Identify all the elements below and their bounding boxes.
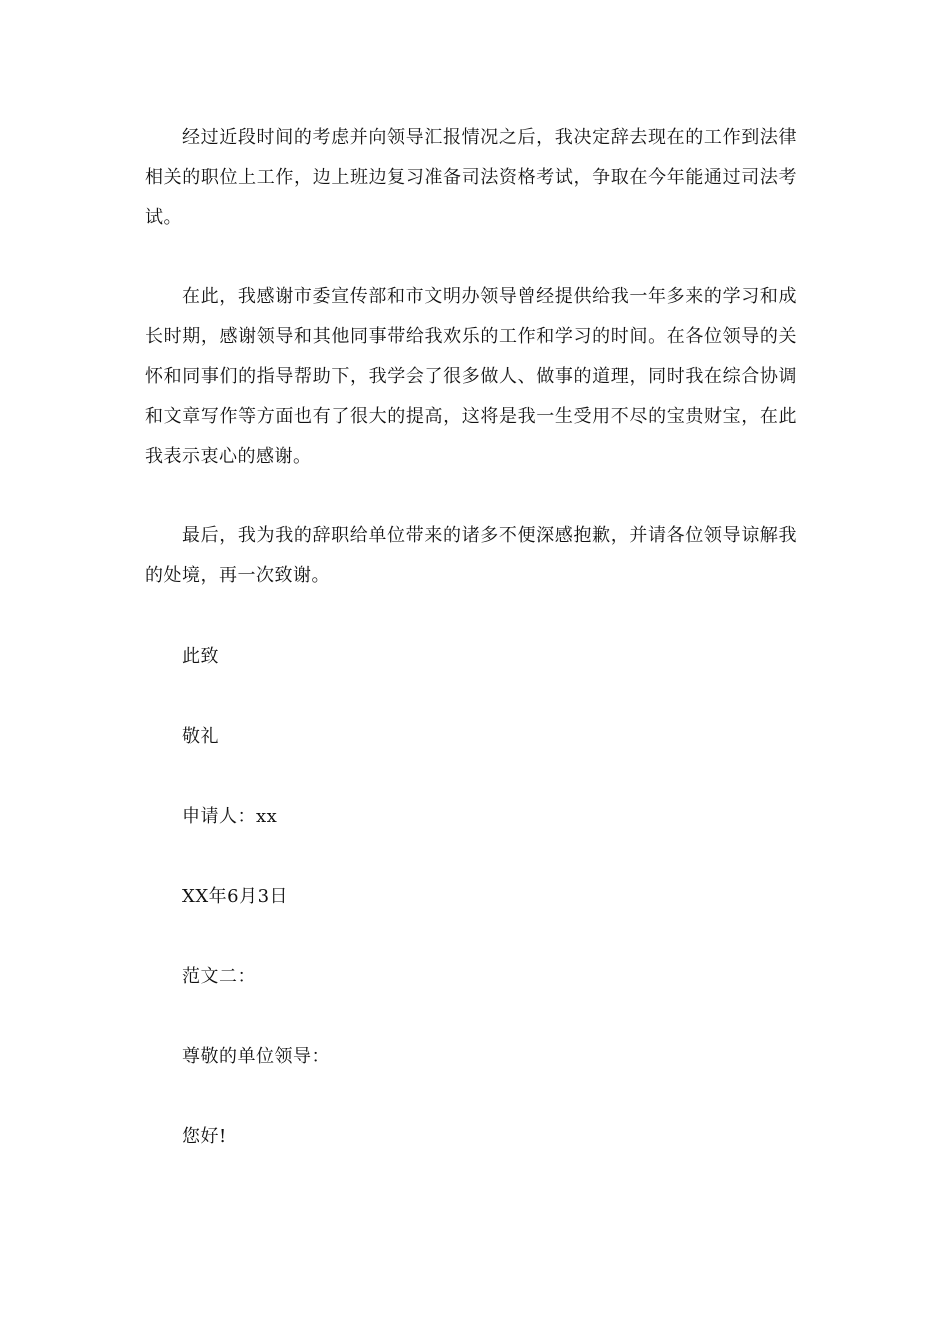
letter-body [145,118,797,1197]
paragraph-thanks: 在此，我感谢市委宣传部和市文明办领导曾经提供给我一年多来的学习和成长时期，感谢领导和其他同事带给我欢乐的工作和学习的时间。在各位领导的关怀和同事们的指导帮助下，我学会了很多做人、做事的道理，同时我在综合协调和文章写作等方面也有了很大的提高，这将是我一生受用不尽的宝贵财宝，在此我表示衷心的感谢。 [145,286,797,467]
closing-text: 此致 [182,646,219,667]
letter-date: XX年6月3日 [182,886,289,907]
salute-text: 敬礼 [182,726,219,747]
hello-text: 您好! [182,1126,227,1147]
applicant-signature: 申请人：xx [182,806,278,827]
paragraph-apology: 最后，我为我的辞职给单位带来的诸多不便深感抱歉，并请各位领导谅解我的处境，再一次致谢。 [145,525,797,586]
paragraph-decision: 经过近段时间的考虑并向领导汇报情况之后，我决定辞去现在的工作到法律相关的职位上工作，边上班边复习准备司法资格考试，争取在今年能通过司法考试。 [145,127,797,228]
sample-heading: 范文二： [182,966,256,987]
greeting-text: 尊敬的单位领导： [182,1046,330,1067]
